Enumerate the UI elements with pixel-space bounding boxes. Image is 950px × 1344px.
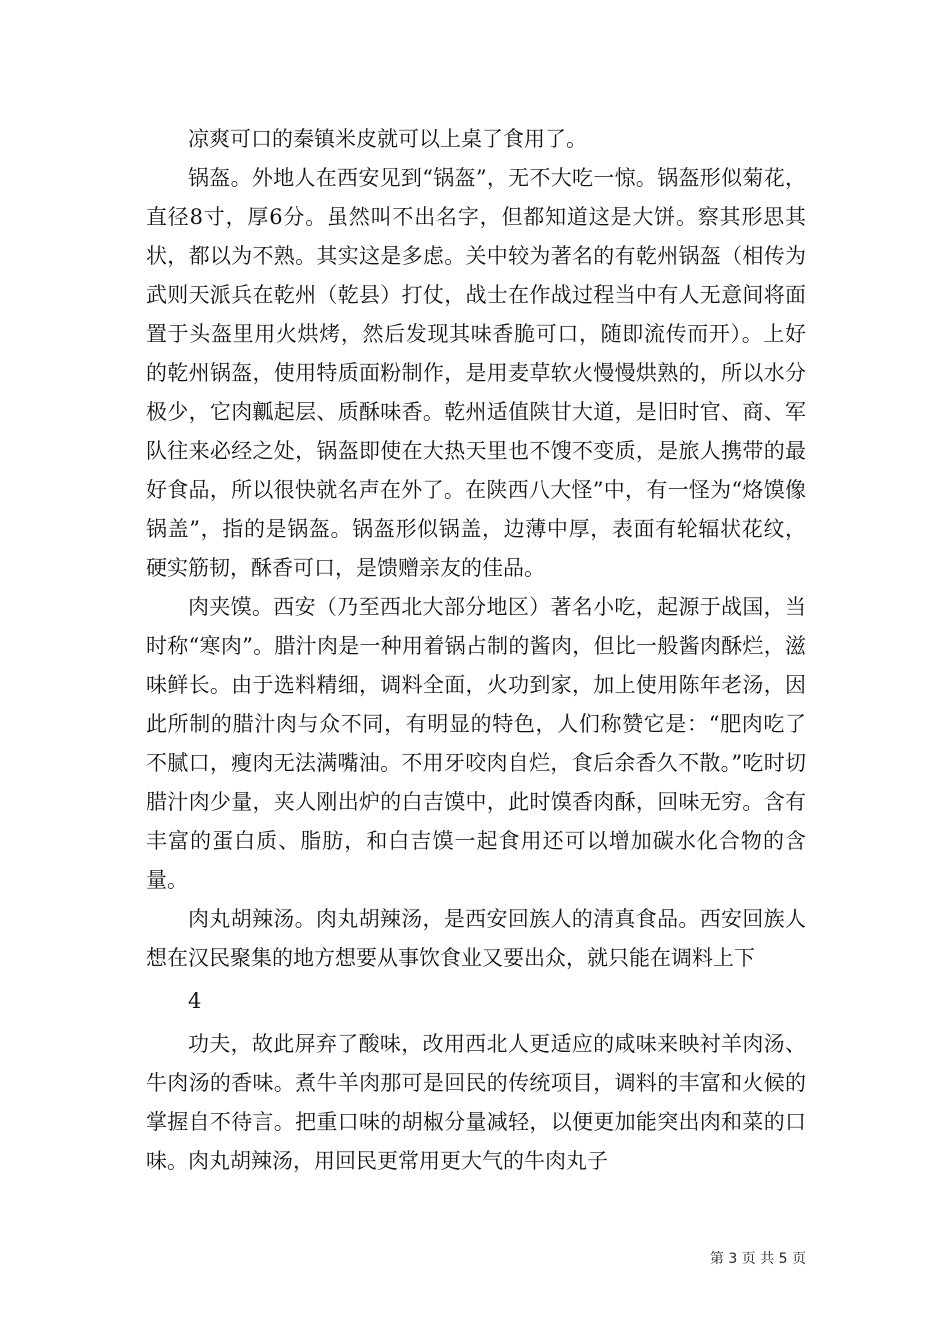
page-footer: 第 3 页 共 5 页 <box>709 1251 806 1267</box>
paragraph-rouwan-continued: 功夫，故此屏弃了酸味，改用西北人更适应的咸味来映衬羊肉汤、牛肉汤的香味。煮牛羊肉那可是回民的传统项目，调料的丰富和火候的掌握自不待言。把重口味的胡椒分量减轻，以便更加能突出肉和菜的口味。肉丸胡辣汤，用回民更常用更大气的牛肉丸子 <box>146 1032 806 1173</box>
inline-page-number: 4 <box>188 989 202 1013</box>
paragraph-guokui: 锅盔。外地人在西安见到“锅盔”，无不大吃一惊。锅盔形似菊花，直径8寸，厚6分。虽然叫不出名字，但都知道这是大饼。察其形思其状，都以为不熟。其实这是多虑。关中较为著名的有乾州锅盔（相传为武则天派兵在乾州（乾县）打仗，战士在作战过程当中有人无意间将面置于头盔里用火烘烤，然后发现其味香脆可口，随即流传而开）。上好的乾州锅盔，使用特质面粉制作，是用麦草软火慢慢烘熟的，所以水分极少，它肉瓤起层、质酥味香。乾州适值陕甘大道，是旧时官、商、军队往来必经之处，锅盔即使在大热天里也不馊不变质，是旅人携带的最好食品，所以很快就名声在外了。在陕西八大怪”中，有一怪为“烙馍像锅盖”，指的是锅盔。锅盔形似锅盖，边薄中厚，表面有轮辐状花纹，硬实筋韧，酥香可口，是馈赠亲友的佳品。 <box>146 166 806 580</box>
paragraph-roujiamo: 肉夹馍。西安（乃至西北大部分地区）著名小吃，起源于战国，当时称“寒肉”。腊汁肉是一种用着锅占制的酱肉，但比一般酱肉酥烂，滋味鲜长。由于选料精细，调料全面，火功到家，加上使用陈年老汤，因此所制的腊汁肉与众不同，有明显的特色，人们称赞它是：“肥肉吃了不腻口，瘦肉无法满嘴油。不用牙咬肉自烂，食后余香久不散。”吃时切腊汁肉少量，夹人刚出炉的白吉馍中，此时馍香肉酥，回味无穷。含有丰富的蛋白质、脂肪，和白吉馍一起食用还可以增加碳水化合物的含量。 <box>146 595 806 892</box>
paragraph-rouwan-hulatang: 肉丸胡辣汤。肉丸胡辣汤，是西安回族人的清真食品。西安回族人想在汉民聚集的地方想要从事饮食业又要出众，就只能在调料上下 <box>146 907 806 970</box>
paragraph-mipi-ending: 凉爽可口的秦镇米皮就可以上桌了食用了。 <box>188 127 587 151</box>
document-body <box>146 120 806 1181</box>
